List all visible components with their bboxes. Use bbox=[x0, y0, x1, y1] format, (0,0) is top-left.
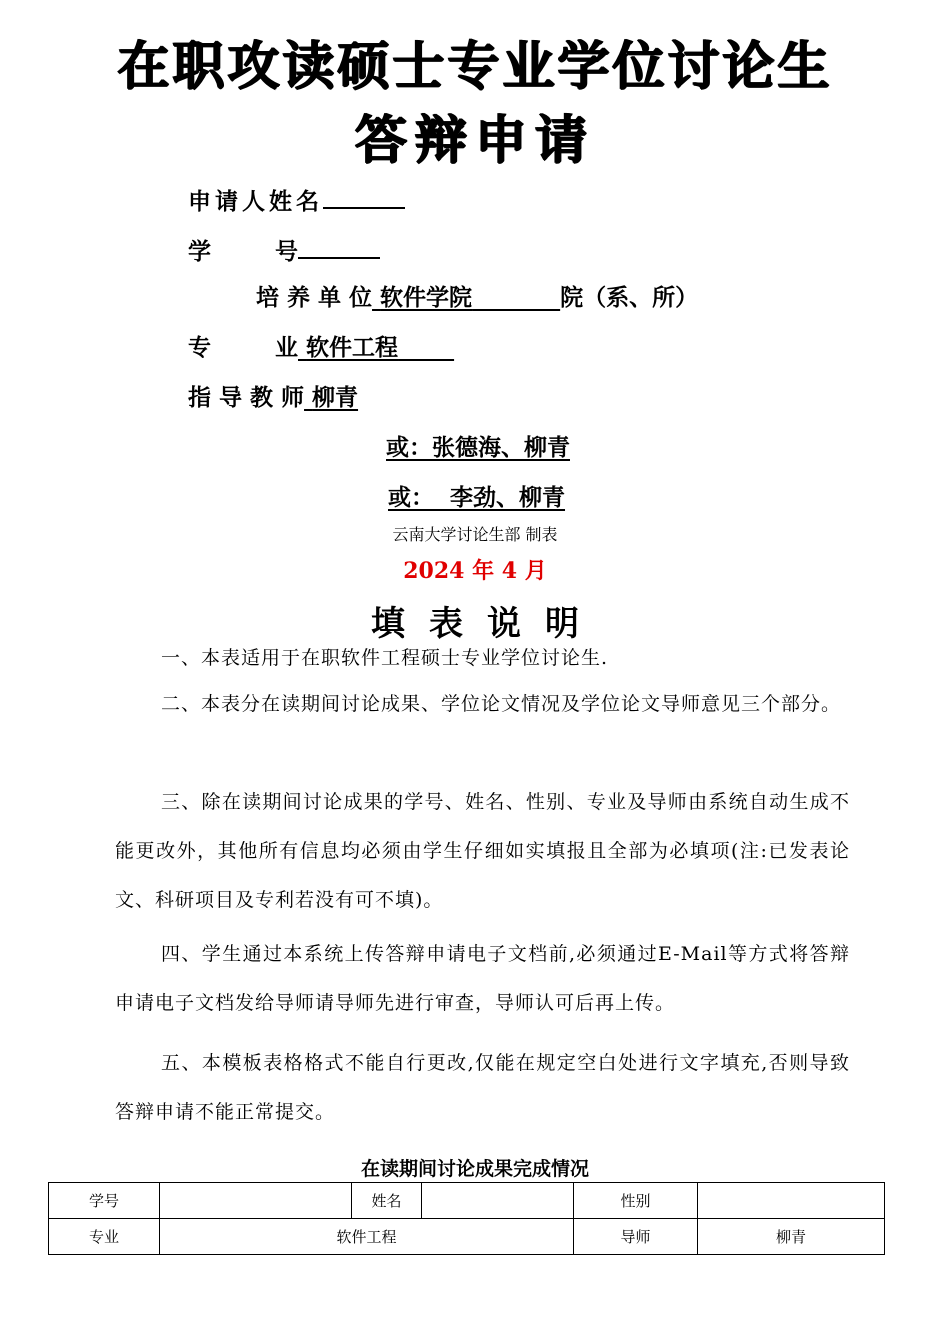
major-cell: 软件工程 bbox=[160, 1219, 574, 1255]
instruction-5: 五、本模板表格格式不能自行更改,仅能在规定空白处进行文字填充,否则导致答辩申请不能正常提交。 bbox=[115, 1052, 850, 1123]
table-row bbox=[49, 1183, 885, 1219]
instruction-3: 三、除在读期间讨论成果的学号、姓名、性别、专业及导师由系统自动生成不能更改外，其他所有信息均必须由学生仔细如实填报且全部为必填项(注:已发表论文、科研项目及专利若没有可不填)。 bbox=[115, 791, 850, 911]
table-row bbox=[49, 1219, 885, 1255]
instructions-heading: 填表说明 bbox=[371, 604, 603, 644]
student-id-header: 学号 bbox=[49, 1183, 160, 1219]
advisor-alternative-2: 或： 李劲、柳青 bbox=[388, 485, 566, 511]
advisor-field bbox=[188, 383, 358, 413]
training-unit-label: 培 养 单 位 bbox=[256, 285, 373, 311]
training-unit-suffix: 院（系、所） bbox=[560, 285, 699, 311]
instruction-4: 四、学生通过本系统上传答辩申请电子文档前,必须通过E-Mail等方式将答辩申请电子文档发给导师请导师先进行审查，导师认可后再上传。 bbox=[115, 943, 850, 1014]
achievements-table-title: 在读期间讨论成果完成情况 bbox=[360, 1158, 589, 1180]
training-unit-value[interactable]: 软件学院 bbox=[380, 285, 473, 311]
student-id-blank[interactable] bbox=[298, 233, 380, 259]
gender-header: 性别 bbox=[574, 1183, 698, 1219]
major-value[interactable]: 软件工程 bbox=[306, 335, 399, 361]
advisor-header: 导师 bbox=[574, 1219, 698, 1255]
document-title-line1: 在职攻读硕士专业学位讨论生 bbox=[117, 36, 833, 97]
document-title-line2: 答辩申请 bbox=[354, 110, 595, 171]
gender-cell[interactable] bbox=[698, 1183, 885, 1219]
name-cell[interactable] bbox=[422, 1183, 574, 1219]
achievements-table bbox=[48, 1182, 885, 1255]
training-unit-field bbox=[256, 283, 698, 313]
advisor-cell: 柳青 bbox=[698, 1219, 885, 1255]
instruction-1: 一、本表适用于在职软件工程硕士专业学位讨论生. bbox=[161, 647, 609, 669]
student-id-label-1: 学 bbox=[188, 239, 211, 265]
advisor-label: 指 导 教 师 bbox=[188, 385, 305, 411]
student-id-cell[interactable] bbox=[160, 1183, 352, 1219]
major-field bbox=[188, 333, 454, 363]
applicant-name-label: 申请人姓名 bbox=[188, 189, 323, 215]
student-id-label-2: 号 bbox=[275, 239, 298, 265]
major-label-1: 专 bbox=[188, 335, 211, 361]
advisor-alternative-1: 或：张德海、柳青 bbox=[386, 435, 570, 461]
applicant-name-blank[interactable] bbox=[323, 183, 405, 209]
issuing-organization: 云南大学讨论生部 制表 bbox=[392, 525, 558, 544]
instruction-2: 二、本表分在读期间讨论成果、学位论文情况及学位论文导师意见三个部分。 bbox=[161, 693, 842, 715]
applicant-name-field bbox=[188, 183, 405, 217]
major-label-2: 业 bbox=[275, 335, 298, 361]
major-header: 专业 bbox=[49, 1219, 160, 1255]
name-header: 姓名 bbox=[352, 1183, 422, 1219]
issue-date: 2024 年 4 月 bbox=[403, 558, 547, 584]
advisor-value[interactable]: 柳青 bbox=[312, 385, 359, 411]
student-id-field bbox=[188, 233, 380, 267]
